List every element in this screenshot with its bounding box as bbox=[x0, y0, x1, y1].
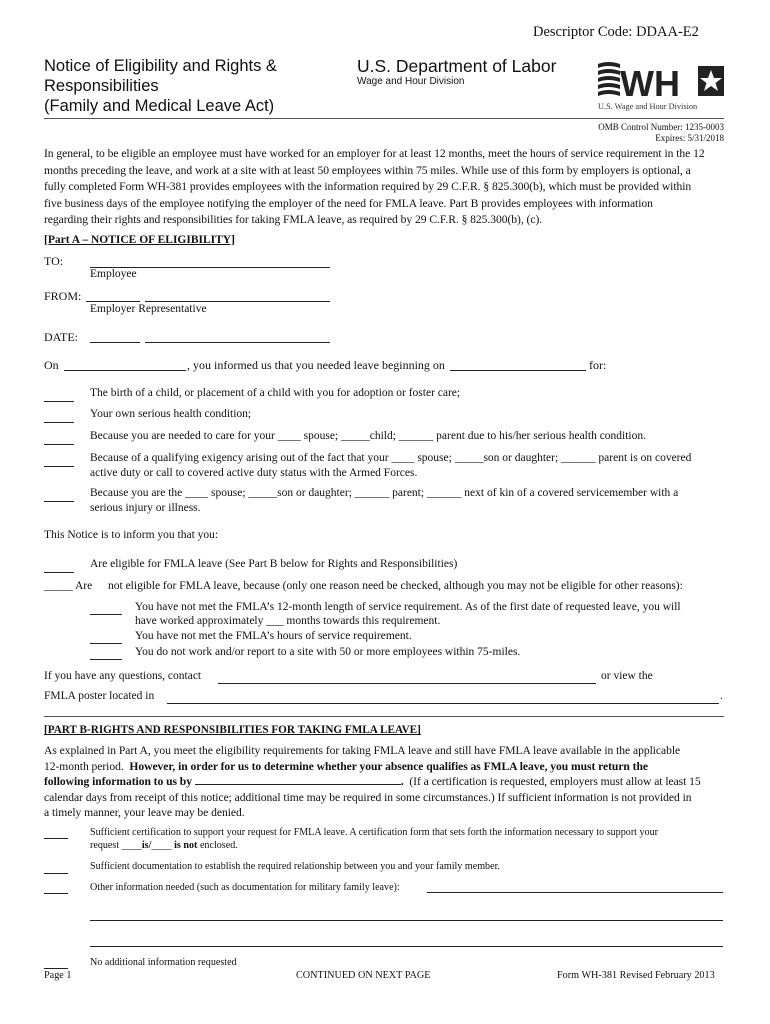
reason-exigency-line-1: Because of a qualifying exigency arising out of the fact that your ____ spouse; _____son or daughter; ______ parent is on covered bbox=[90, 452, 692, 464]
to-label: TO: bbox=[44, 254, 64, 268]
item-none: No additional information requested bbox=[90, 957, 237, 968]
poster-location-field[interactable] bbox=[167, 703, 719, 704]
form-title-line-1: Notice of Eligibility and Rights & bbox=[44, 57, 277, 75]
part-b-return-info-bold: However, in order for us to determine whether your absence qualifies as FMLA leave, you must return the bbox=[129, 759, 648, 773]
part-b-return-by-bold: following information to us by bbox=[44, 775, 192, 788]
reason-checkbox-servicemember[interactable] bbox=[44, 501, 74, 502]
employer-rep-label: Employer Representative bbox=[90, 303, 207, 315]
item-relationship: Sufficient documentation to establish the required relationship between you and your family member. bbox=[90, 861, 500, 872]
intro-line: fully completed Form WH-381 provides employees with the information required by 29 C.F.R. § 825.300(b), which must be provided within bbox=[44, 180, 692, 193]
part-b-certification-note: (If a certification is requested, employers must allow at least 15 bbox=[409, 775, 701, 788]
not-eligible-prefix: _____ Are bbox=[44, 580, 93, 592]
intro-paragraph bbox=[44, 146, 734, 229]
poster-prefix: FMLA poster located in bbox=[44, 690, 155, 702]
poster-suffix: . bbox=[720, 690, 723, 702]
eligible-text: Are eligible for FMLA leave (See Part B below for Rights and Responsibilities) bbox=[90, 558, 458, 570]
from-label: FROM: bbox=[44, 289, 82, 303]
is-option: is/ bbox=[141, 840, 152, 851]
sub-reason-length-line-1: You have not met the FMLA’s 12-month length of service requirement. As of the first date of requested leave, you will bbox=[135, 601, 681, 613]
item-certification-checkbox[interactable] bbox=[44, 838, 68, 839]
form-title bbox=[44, 56, 277, 116]
date-field-short[interactable] bbox=[90, 342, 140, 343]
intro-line: In general, to be eligible an employee must have worked for an employer for at least 12 months, meet the hours of service requirement in the 12 bbox=[44, 147, 705, 160]
form-title-line-3: (Family and Medical Leave Act) bbox=[44, 97, 275, 115]
is-not-blank: ____ bbox=[151, 840, 172, 851]
reason-birth: The birth of a child, or placement of a child with you for adoption or foster care; bbox=[90, 387, 461, 399]
part-b-period-text: 12-month period. bbox=[44, 759, 124, 773]
item-none-checkbox[interactable] bbox=[44, 968, 68, 969]
page-number: Page 1 bbox=[44, 970, 72, 981]
other-info-field-1[interactable] bbox=[427, 892, 723, 893]
whd-logo bbox=[596, 58, 726, 112]
reason-exigency-line-2: active duty or call to covered active duty status with the Armed Forces. bbox=[90, 467, 418, 479]
part-b-heading: [PART B-RIGHTS AND RESPONSIBILITIES FOR TAKING FMLA LEAVE] bbox=[44, 724, 421, 736]
enclosed-label: enclosed. bbox=[199, 840, 238, 851]
agency-name: U.S. Department of Labor bbox=[357, 56, 557, 76]
form-revision: Form WH-381 Revised February 2013 bbox=[557, 970, 715, 981]
informed-date-field[interactable] bbox=[64, 370, 186, 371]
request-label: request ____ bbox=[90, 840, 142, 851]
sub-reason-checkbox-length[interactable] bbox=[90, 614, 122, 615]
header-divider bbox=[44, 118, 724, 119]
sub-reason-hours: You have not met the FMLA’s hours of service requirement. bbox=[135, 630, 412, 642]
omb-block bbox=[586, 122, 724, 144]
part-b-paragraph bbox=[44, 743, 734, 821]
division-name: Wage and Hour Division bbox=[357, 76, 465, 87]
notice-intro: This Notice is to inform you that you: bbox=[44, 529, 219, 541]
other-info-field-3[interactable] bbox=[90, 946, 723, 947]
employee-label: Employee bbox=[90, 268, 137, 280]
sub-reason-site: You do not work and/or report to a site with 50 or more employees within 75-miles. bbox=[135, 646, 521, 658]
section-divider bbox=[44, 716, 724, 717]
reason-checkbox-care[interactable] bbox=[44, 444, 74, 445]
reason-checkbox-birth[interactable] bbox=[44, 401, 74, 402]
on-middle: , you informed us that you needed leave beginning on bbox=[187, 358, 445, 372]
reason-care: Because you are needed to care for your ____ spouse; _____child; ______ parent due to his/her serious health condition. bbox=[90, 430, 647, 442]
sub-reason-length-line-2: have worked approximately ___ months towards this requirement. bbox=[135, 615, 441, 627]
other-info-field-2[interactable] bbox=[90, 920, 723, 921]
questions-prefix: If you have any questions, contact bbox=[44, 670, 202, 682]
employer-rep-field[interactable] bbox=[145, 301, 330, 302]
date-label: DATE: bbox=[44, 330, 78, 344]
part-b-line: a timely manner, your leave may be denied. bbox=[44, 806, 245, 819]
on-suffix: for: bbox=[589, 358, 607, 372]
reason-checkbox-own-health[interactable] bbox=[44, 422, 74, 423]
omb-control-number: OMB Control Number: 1235-0003 bbox=[598, 122, 724, 132]
reason-servicemember-line-2: serious injury or illness. bbox=[90, 502, 201, 514]
item-relationship-checkbox[interactable] bbox=[44, 873, 68, 874]
omb-expires: Expires: 5/31/2018 bbox=[655, 133, 724, 143]
part-b-line: As explained in Part A, you meet the eligibility requirements for taking FMLA leave and still have FMLA leave available in the applicable bbox=[44, 744, 681, 757]
eligible-checkbox[interactable] bbox=[44, 572, 74, 573]
on-prefix: On bbox=[44, 358, 59, 372]
from-field-short[interactable] bbox=[86, 301, 140, 302]
part-a-heading: [Part A – NOTICE OF ELIGIBILITY] bbox=[44, 234, 235, 246]
intro-line: regarding their rights and responsibilities for taking FMLA leave, as required by 29 C.F.R. § 825.300(b), (c). bbox=[44, 213, 543, 226]
item-other-checkbox[interactable] bbox=[44, 893, 68, 894]
sub-reason-checkbox-site[interactable] bbox=[90, 659, 122, 660]
part-b-line: calendar days from receipt of this notice; additional time may be required in some circumstances.) If sufficient information is not provided in bbox=[44, 790, 692, 804]
is-not-option: is not bbox=[174, 840, 198, 851]
logo-letters: WH bbox=[620, 63, 680, 104]
logo-caption: U.S. Wage and Hour Division bbox=[598, 102, 698, 111]
reason-own-health: Your own serious health condition; bbox=[90, 408, 252, 420]
contact-field[interactable] bbox=[218, 683, 596, 684]
form-title-line-2: Responsibilities bbox=[44, 77, 159, 95]
date-field[interactable] bbox=[145, 342, 330, 343]
item-certification-line-2 bbox=[90, 840, 238, 851]
descriptor-code: Descriptor Code: DDAA-E2 bbox=[533, 24, 699, 40]
intro-line: five business days of the employee notifying the employer of the need for FMLA leave. Part B provides employees with information bbox=[44, 196, 653, 210]
item-other: Other information needed (such as documentation for military family leave): bbox=[90, 882, 400, 893]
part-b-line bbox=[44, 759, 734, 775]
whd-logo-icon bbox=[596, 58, 726, 112]
sub-reason-checkbox-hours[interactable] bbox=[90, 643, 122, 644]
reason-checkbox-exigency[interactable] bbox=[44, 466, 74, 467]
reason-servicemember-line-1: Because you are the ____ spouse; _____son or daughter; ______ parent; ______ next of kin of a covered servicemember with a bbox=[90, 487, 679, 499]
return-by-date-field[interactable] bbox=[195, 774, 401, 785]
questions-suffix: or view the bbox=[601, 670, 653, 682]
item-certification-line-1: Sufficient certification to support your request for FMLA leave. A certification form that sets forth the information necessary to support your bbox=[90, 827, 659, 838]
continued-label: CONTINUED ON NEXT PAGE bbox=[296, 970, 431, 981]
part-b-period: . bbox=[400, 775, 404, 788]
not-eligible-text: not eligible for FMLA leave, because (only one reason need be checked, although you may not be eligible for other reasons): bbox=[108, 580, 683, 592]
intro-line: months preceding the leave, and work at a site with at least 50 employees within 75 miles. While use of this form by employers is optional, a bbox=[44, 163, 691, 177]
part-b-line bbox=[44, 774, 734, 790]
leave-begin-field[interactable] bbox=[450, 370, 586, 371]
